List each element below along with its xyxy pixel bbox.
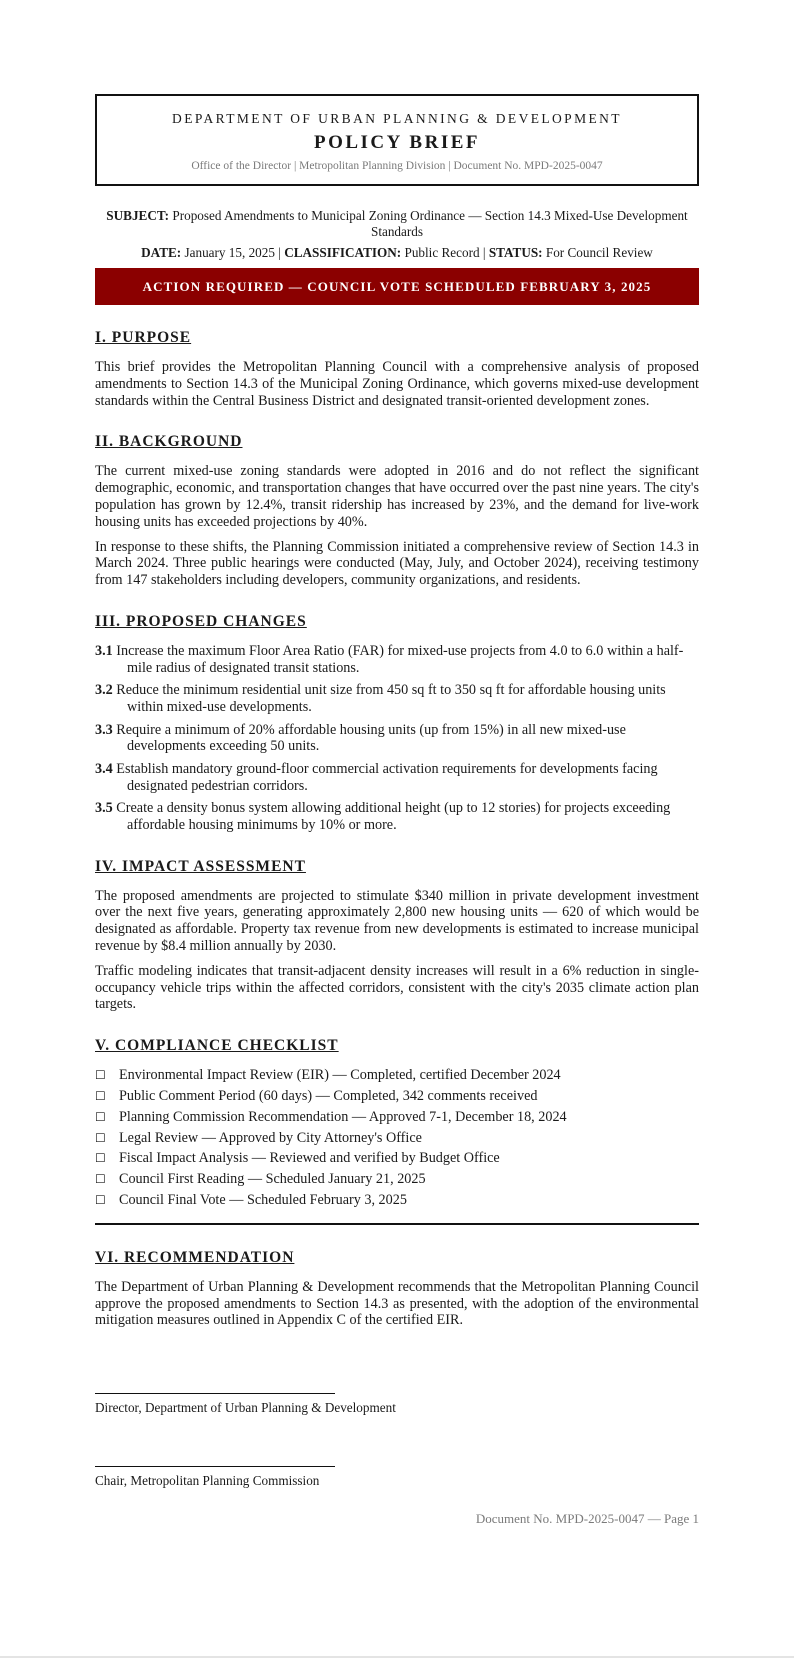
checklist-text: Public Comment Period (60 days) — Completed, 342 comments received: [119, 1088, 538, 1105]
checkbox-icon: ☐: [95, 1068, 106, 1083]
paragraph: This brief provides the Metropolitan Planning Council with a comprehensive analysis of proposed amendments to Section 14.3 of the Municipal Zoning Ordinance, which governs mixed-use development standards within the Central Business District and designated transit-oriented development zones.: [95, 359, 699, 409]
checklist-text: Legal Review — Approved by City Attorney's Office: [119, 1129, 422, 1146]
subject-line: [95, 208, 699, 240]
checklist-item: [95, 1150, 699, 1171]
change-number: 3.1: [95, 642, 113, 659]
checklist-item: [95, 1088, 699, 1109]
change-text: Require a minimum of 20% affordable housing units (up from 15%) in all new mixed-use developments exceeding 50 units.: [116, 721, 626, 755]
checkbox-icon: ☐: [95, 1130, 106, 1145]
section-heading: I. PURPOSE: [95, 329, 192, 346]
classification-value: Public Record: [404, 245, 480, 260]
paragraph: The proposed amendments are projected to stimulate $340 million in private development investment over the next five years, generating approximately 2,800 new housing units — 620 of which would be designated as affordable. Property tax revenue from new developments is estimated to increase municipal revenue by $8.4 million annually by 2030.: [95, 887, 699, 955]
paragraph: Traffic modeling indicates that transit-adjacent density increases will result in a 6% reduction in single-occupancy vehicle trips within the affected corridors, consistent with the city's 2035 climate action plan targets.: [95, 962, 699, 1013]
checklist-text: Environmental Impact Review (EIR) — Completed, certified December 2024: [119, 1067, 561, 1084]
section-purpose: [95, 328, 699, 409]
status-value: For Council Review: [545, 245, 653, 260]
action-required-banner: ACTION REQUIRED — COUNCIL VOTE SCHEDULED FEBRUARY 3, 2025: [95, 268, 699, 305]
checklist-item: [95, 1109, 699, 1130]
checkbox-icon: ☐: [95, 1172, 106, 1187]
change-text: Create a density bonus system allowing additional height (up to 12 stories) for projects exceeding affordable housing minimums by 10% or more.: [116, 800, 671, 833]
change-number: 3.2: [95, 682, 113, 699]
change-item: [95, 800, 699, 834]
section-recommendation: [95, 1248, 699, 1329]
status-label: STATUS:: [488, 245, 543, 260]
checklist-text: Council First Reading — Scheduled January 21, 2025: [119, 1171, 426, 1188]
office-line: Office of the Director | Metropolitan Planning Division | Document No. MPD-2025-0047: [191, 160, 603, 172]
checkbox-icon: ☐: [95, 1089, 106, 1104]
change-text: Establish mandatory ground-floor commercial activation requirements for developments facing designated pedestrian corridors.: [116, 760, 658, 794]
document-header: [95, 94, 699, 186]
meta-separator: |: [482, 245, 486, 260]
meta-separator: |: [278, 245, 281, 260]
change-item: [95, 722, 699, 756]
section-heading: II. BACKGROUND: [95, 433, 243, 451]
signature-line: [95, 1466, 335, 1467]
department-name: DEPARTMENT OF URBAN PLANNING & DEVELOPMENT: [172, 111, 622, 126]
section-heading: V. COMPLIANCE CHECKLIST: [95, 1037, 339, 1055]
status-line: [95, 245, 699, 261]
change-item: [95, 643, 699, 677]
change-number: 3.3: [95, 721, 113, 738]
subject-label: SUBJECT:: [106, 208, 170, 223]
date-label: DATE:: [141, 245, 182, 260]
checklist-text: Fiscal Impact Analysis — Reviewed and verified by Budget Office: [119, 1150, 500, 1167]
change-number: 3.5: [95, 800, 113, 817]
section-heading: VI. RECOMMENDATION: [95, 1248, 295, 1266]
section-proposed-changes: [95, 612, 699, 834]
checkbox-icon: ☐: [95, 1193, 106, 1208]
checklist-item: [95, 1171, 699, 1192]
paragraph: In response to these shifts, the Planning Commission initiated a comprehensive review of Section 14.3 in March 2024. Three public hearings were conducted (May, July, and October 2024), receiving testimony from 147 stakeholders including developers, community organizations, and residents.: [95, 538, 699, 589]
signature-label: Director, Department of Urban Planning & Development: [95, 1400, 396, 1416]
section-divider: [95, 1223, 699, 1225]
checkbox-icon: ☐: [95, 1151, 106, 1166]
section-heading: III. PROPOSED CHANGES: [95, 612, 307, 630]
signature-label: Chair, Metropolitan Planning Commission: [95, 1473, 320, 1489]
paragraph: The current mixed-use zoning standards were adopted in 2016 and do not reflect the significant demographic, economic, and transportation changes that have occurred over the past nine years. The city's population has grown by 12.4%, transit ridership has increased by 23%, and the demand for live-work housing units has exceeded projections by 40%.: [95, 463, 699, 530]
signature-line: [95, 1393, 335, 1394]
section-background: [95, 432, 699, 589]
change-text: Reduce the minimum residential unit size from 450 sq ft to 350 sq ft for affordable housing units within mixed-use developments.: [116, 682, 666, 716]
section-compliance-checklist: [95, 1036, 699, 1213]
change-item: [95, 682, 699, 716]
classification-label: CLASSIFICATION:: [284, 245, 402, 260]
subject-text: Proposed Amendments to Municipal Zoning Ordinance — Section 14.3 Mixed-Use Development Standards: [172, 208, 688, 239]
checklist-text: Planning Commission Recommendation — Approved 7-1, December 18, 2024: [119, 1108, 567, 1125]
checkbox-icon: ☐: [95, 1109, 106, 1124]
checklist-item: [95, 1192, 699, 1213]
paragraph: The Department of Urban Planning & Development recommends that the Metropolitan Planning Council approve the proposed amendments to Section 14.3 as presented, with the adoption of the environmental mitigation measures outlined in Appendix C of the certified EIR.: [95, 1278, 699, 1329]
checklist-item: [95, 1067, 699, 1088]
date-value: January 15, 2025: [184, 245, 275, 260]
policy-brief-page: [95, 94, 699, 1527]
signature-block-director: [95, 1393, 699, 1416]
signature-block-chair: [95, 1466, 699, 1489]
change-item: [95, 761, 699, 795]
document-meta: [95, 208, 699, 261]
checklist-item: [95, 1130, 699, 1151]
document-title: POLICY BRIEF: [313, 132, 480, 153]
checklist-text: Council Final Vote — Scheduled February 3, 2025: [119, 1192, 407, 1209]
change-number: 3.4: [95, 760, 113, 777]
section-heading: IV. IMPACT ASSESSMENT: [95, 857, 306, 875]
section-impact-assessment: [95, 857, 699, 1014]
page-footer: Document No. MPD-2025-0047 — Page 1: [475, 1511, 699, 1527]
change-text: Increase the maximum Floor Area Ratio (FAR) for mixed-use projects from 4.0 to 6.0 within a half-mile radius of designated transit stations.: [116, 642, 684, 676]
